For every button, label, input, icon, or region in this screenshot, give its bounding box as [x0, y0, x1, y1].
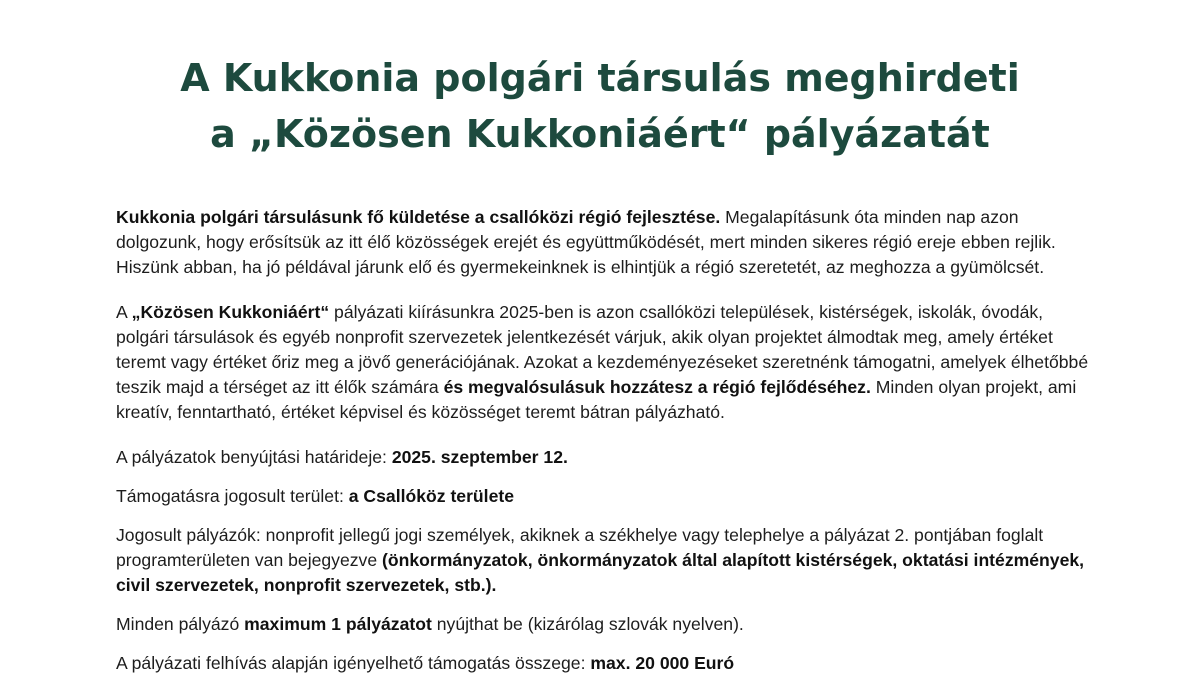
- area-label: Támogatásra jogosult terület:: [116, 486, 349, 506]
- call-prefix: A: [116, 302, 132, 322]
- call-name: „Közösen Kukkoniáért“: [131, 302, 330, 322]
- call-paragraph: [116, 300, 1091, 425]
- eligible-label: Jogosult pályázók: nonprofit jellegű jogi személyek, akiknek a székhelye vagy telephelye a pályázat 2. pontjában foglalt programterületen van bejegyezve: [116, 525, 1044, 570]
- intro-paragraph: [116, 205, 1091, 280]
- eligible-value: (önkormányzatok, önkormányzatok által alapított kistérségek, oktatási intézmények, civil szervezetek, nonprofit szervezetek, stb.).: [116, 550, 1085, 595]
- eligible-line: [116, 523, 1091, 598]
- amount-line: [116, 651, 1091, 676]
- amount-label: A pályázati felhívás alapján igényelhető támogatás összege:: [116, 653, 591, 673]
- limit-suffix: nyújthat be (kizárólag szlovák nyelven).: [431, 614, 744, 634]
- document-body: [116, 205, 1091, 690]
- call-bold-2: és megvalósulásuk hozzátesz a régió fejlődéséhez.: [443, 377, 871, 397]
- call-text-2: Minden olyan projekt, ami kreatív, fenntartható, értéket képvisel és közösséget teremt bátran pályázható.: [116, 377, 1077, 422]
- intro-text: Megalapításunk óta minden nap azon dolgozunk, hogy erősítsük az itt élő közösségek erejét és együttműködését, mert minden sikeres régió ereje ebben rejlik. Hiszünk abban, ha jó példával járunk elő és gyermekeinknek is elhintjük a régió szeretetét, az meghozza a gyümölcsét.: [116, 207, 1056, 277]
- title-line-2: a „Közösen Kukkoniáért“ pályázatát: [210, 112, 990, 156]
- title-line-1: A Kukkonia polgári társulás meghirdeti: [180, 56, 1020, 100]
- amount-value: max. 20 000 Euró: [590, 653, 735, 673]
- page-title: [0, 50, 1200, 162]
- area-line: [116, 484, 1091, 509]
- area-value: a Csallóköz területe: [348, 486, 514, 506]
- deadline-label: A pályázatok benyújtási határideje:: [116, 447, 392, 467]
- intro-bold-text: Kukkonia polgári társulásunk fő küldetése a csallóközi régió fejlesztése.: [116, 207, 721, 227]
- call-text-1: pályázati kiírásunkra 2025-ben is azon csallóközi települések, kistérségek, iskolák, óvodák, polgári társulások és egyéb nonprofit szervezetek jelentkezését várjuk, akik olyan projektet álmodtak meg, amely értéket teremt vagy értéket őriz meg a jövő generációjának. Azokat a kezdeményezéseket szeretnénk támogatni, amelyek élhetőbbé teszik majd a térséget az itt élők számára: [116, 302, 1089, 397]
- limit-prefix: Minden pályázó: [116, 614, 245, 634]
- deadline-line: [116, 445, 1091, 470]
- deadline-value: 2025. szeptember 12.: [391, 447, 568, 467]
- limit-line: [116, 612, 1091, 637]
- limit-bold: maximum 1 pályázatot: [244, 614, 432, 634]
